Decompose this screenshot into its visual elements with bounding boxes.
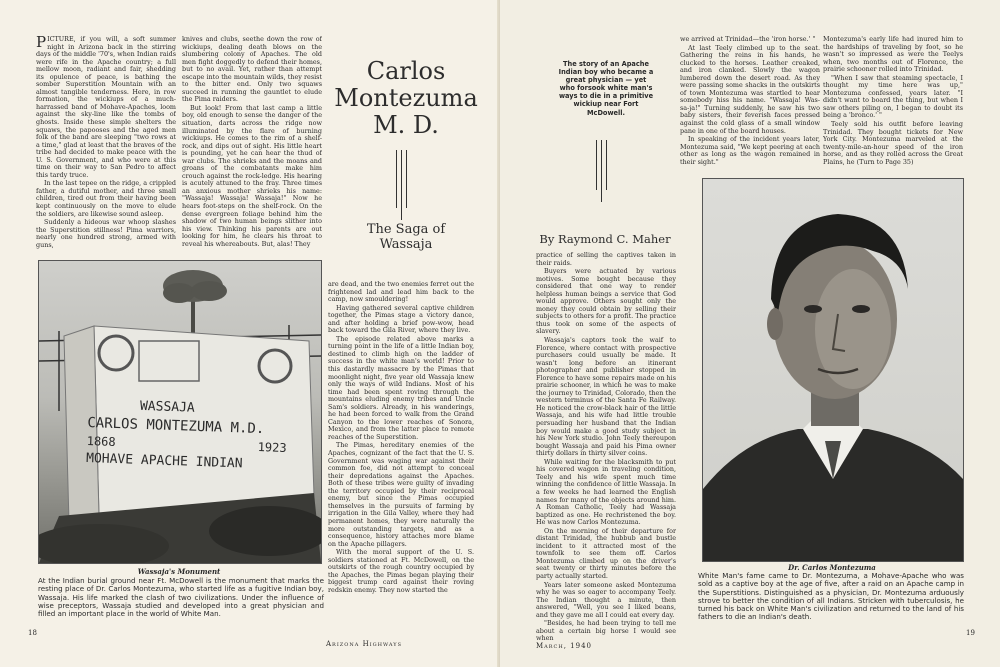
article-subtitle — [326, 222, 486, 252]
monument-inscription — [86, 397, 318, 474]
column-5 — [680, 36, 820, 174]
subtitle-line-2: Wassaja — [379, 237, 433, 252]
paragraph: On the morning of their departure for distant Trinidad, the hubbub and bustle incident to it attracted most of the townfolk to see them off. Carlos Montezuma climbed up on the driver's seat twenty or thirty minutes before the party actually started. — [536, 526, 676, 580]
paragraph: But look! From that last camp a little boy, old enough to sense the danger of the situation, darts across the ridge now illuminated by the flare of burning wickiups. He comes to the rim of a shelf-rock, and dips out of sight. His little heart is pounding, yet he can hear the thud of war clubs. The shrieks and the moans and groans of the combatants make him crouch against the rock-ledge. His hearing is acutely attuned to the fray. Three times an anxious mother shrieks his name: "Wassaja! Wassaja! Wassaja!" Now he hears foot-steps on the shelf-rock. On the dense evergreen foliage behind him the shadow of two human beings slither into his view. Thinking his parents are out looking for him, he clears his throat to reveal his whereabouts. But, alas! They — [182, 103, 322, 248]
paragraph: PICTURE, if you will, a soft summer night in Arizona back in the stirring days of the middle '70's, when Indian raids were rife in the Apache country; a full mellow moon, radiant and fair, shedding its opulence of peace, is bathing the somber Superstition Mountain with an almost tangible tenderness. Here, in row formation, the wickiups of a much-harrassed band of Mohave-Apaches, loom against the sky-line like the tombs of ghosts. Inside these simple shelters the squaws, the papooses and the aged men folk of the band are sleeping "two rows at a time," glad at least that the braves of the tribe had decided to make peace with the U. S. Government, and who were at this time on their way to San Pedro to affect this tardy truce. — [36, 36, 176, 179]
paragraph: With the moral support of the U. S. soldiers stationed at Ft. McDowell, on the outskirts of the rough country occupied by the Apaches, the Pimas began playing their biggest trump card against their roving redskin enemy. They now started the — [328, 548, 474, 594]
title-line-1: Carlos — [366, 57, 446, 85]
paragraph: In speaking of the incident years later, Montezuma said, "We kept peering at each other as long as the wagon remained in their sight." — [680, 135, 820, 166]
folio-left-number: 18 — [28, 629, 37, 637]
folio-left-magazine: Arizona Highways — [326, 640, 403, 648]
article-deck: The story of an Apache Indian boy who became a great physician — yet who forsook white man's ways to die in a primitive wickiup near Fort McDowell. — [558, 60, 654, 117]
portrait-illustration — [703, 179, 963, 561]
inscription-line: CARLOS MONTEZUMA M.D. — [87, 414, 265, 438]
caption-right-body: White Man's fame came to Dr. Montezuma, a Mohave-Apache who was sold as a captive boy at the age of five, after a raid on an Apache camp in the Superstitions. Distinguished as a physician, Dr. Montezuma arduously strove to better the condition of all Indians. Stricken with tuberculosis, he turned his back on White Man's civilization and returned to the land of his fathers to die an Indian's death. — [698, 571, 964, 622]
paragraph: Years later someone asked Montezuma why he was so eager to accompany Teely. The Indian thought a minute, then answered, "Well, you see I liked beans, and they gave me all I could eat every day. — [536, 580, 676, 619]
inscription-line: 1923 — [257, 439, 287, 455]
paragraph: "Besides, he had been trying to tell me about a certain big horse I would see when — [536, 619, 676, 643]
paragraph: Suddenly a hideous war whoop slashes the Superstition stillness! Pima warriors, nearly one hundred strong, armed with guns, — [36, 218, 176, 249]
column-2 — [182, 36, 322, 280]
article-title — [326, 58, 486, 139]
paragraph: In the last tepee on the ridge, a crippled father, a dutiful mother, and three small children, tired out from their having been kept continuously on the move to elude the soldiers, are likewise sound asleep. — [36, 179, 176, 218]
paragraph: Montezuma's early life had inured him to the hardships of traveling by foot, so he wasn't so impressed as were the Teelys when, two months out of Florence, the prairie schooner rolled into Trinidad. — [823, 36, 963, 74]
monument-photo — [38, 260, 322, 564]
column-1 — [36, 36, 176, 280]
paragraph: At last Teely climbed up to the seat. Gathering the reins in his hands, he clucked to the horses. Leather creaked, and iron clanked. Slowly the wagon lumbered down the desert road. As they were passing some shacks in the outskirts of town Montezuma was startled to hear somebody hiss his name. "Wassaja! Was-sa-ja!" Turning suddenly, he saw his two baby sisters, their feverish faces pressed against the cold glass of a small window pane in one of the board houses. — [680, 43, 820, 135]
folio-right-date: March, 1940 — [536, 642, 592, 650]
paragraph: While waiting for the blacksmith to put his covered wagon in traveling condition, Teely and his wife spent much time winning the confidence of little Wassaja. In a few weeks he had learned the English names for many of the objects around him. A Roman Catholic, Teely had Wassaja baptized as one. He rechristened the boy. He was now Carlos Montezuma. — [536, 457, 676, 527]
paragraph: Wassaja's captors took the waif to Florence, where contact with prospective purchasers could usually be made. It wasn't long before an itinerant photographer and publisher stopped in Florence to have some repairs made on his prairie schooner, in which he was to make the journey to Trinidad, Colorado, then the western terminus of the Santa Fe Railway. He noticed the crow-black hair of the little Wassaja, and his wife had little trouble persuading her husband that the Indian boy would make a good study subject in his New York studio. John Teely thereupon bought Wassaja and paid his Pima owner thirty dollars in thirty silver coins. — [536, 336, 676, 458]
column-6 — [823, 36, 963, 174]
paragraph: practice of selling the captives taken in their raids. — [536, 252, 676, 267]
right-page — [500, 0, 1000, 667]
vertical-rule-ornament — [596, 140, 607, 202]
paragraph: The Pimas, hereditary enemies of the Apaches, cognizant of the fact that the U. S. Government was waging war against their common foe, did not attempt to conceal their depredations against the Apaches. Both of these tribes were guilty of invading the territory occupied by their reciprocal enemy, but since the Pimas occupied themselves in the pursuits of farming by irrigation in the Gila Valley, where they had permanent homes, they were naturally the more outstanding targets, and as a consequence, history attaches more blame on the Apache pillagers. — [328, 441, 474, 548]
paragraph: Buyers were actuated by various motives. Some bought because they considered that one way to render helpless human beings a service that God would approve. Others sought only the money they could obtain by selling their subjects to others for a profit. The practice thus took on some of the aspects of slavery. — [536, 267, 676, 336]
inscription-line: 1868 — [86, 433, 116, 449]
caption-left-title: Wassaja's Monument — [137, 567, 221, 576]
title-line-2: Montezuma — [334, 84, 478, 112]
column-4 — [536, 252, 676, 644]
paragraph: The episode related above marks a turning point in the life of a little Indian boy, destined to climb high on the ladder of success in the white man's world! Prior to this dastardly massacre by the Pimas that moonlight night, five year old Wassaja knew only the ways of wild Indians. Most of his time had been spent roving through the mountains eluding enemy tribes and Uncle Sam's soldiers. Already, in his wanderings, he had been forced to walk from the Grand Canyon to the lower reaches of Sonora, Mexico, and from the latter place to remote reaches of the Superstition. — [328, 334, 474, 441]
drop-cap: P — [36, 36, 47, 51]
inscription-line: MOHAVE APACHE INDIAN — [85, 450, 243, 472]
title-line-3: M. D. — [373, 111, 439, 139]
inscription-line: WASSAJA — [139, 398, 196, 416]
paragraph: Teely sold his outfit before leaving Trinidad. They bought tickets for New York City. Montezuma marveled at the twenty-mile-an-hour speed of the iron horse, and as they rolled across the Great Plains, he (Turn to Page 35) — [823, 120, 963, 166]
paragraph: knives and clubs, seethe down the row of wickiups, dealing death blows on the slumbering colony of Apaches. The old men fight doggedly to defend their homes, but to no avail. Yet, rather than attempt escape into the mountain wilds, they resist to the bitter end. Only two squaws succeed in running the gauntlet to elude the Pima raiders. — [182, 36, 322, 104]
subtitle-line-1: The Saga of — [366, 222, 446, 237]
caption-right-title: Dr. Carlos Montezuma — [788, 563, 876, 572]
paragraph: are dead, and the two enemies ferret out the frightened lad and lead him back to the camp, now smouldering! — [328, 281, 474, 304]
folio-right-number: 19 — [966, 629, 975, 637]
paragraph: Having gathered several captive children together, the Pimas stage a victory dance, and after holding a brief pow-wow, head back toward the Gila River, where they live. — [328, 303, 474, 335]
portrait-photo — [702, 178, 964, 562]
paragraph: we arrived at Trinidad—the 'iron horse.' " — [680, 36, 816, 43]
paragraph: "When I saw that steaming spectacle, I thought my time here was up," Montezuma confessed, years later. "I didn't want to board the thing, but when I saw others piling on, I began to doubt its being a 'bronco.' " — [823, 73, 963, 120]
column-3 — [328, 281, 474, 611]
vertical-rule-ornament — [396, 150, 407, 220]
caption-left-body: At the Indian burial ground near Ft. McDowell is the monument that marks the resting place of Dr. Carlos Montezuma, who started life as a fugitive Indian boy, Wassaja. His life marked the clash of two civilizations. Under the influence of wise preceptors, Wassaja studied and developed into a great physician and filled an important place in the world of White Man. — [38, 576, 324, 619]
byline: By Raymond C. Maher — [539, 232, 671, 246]
